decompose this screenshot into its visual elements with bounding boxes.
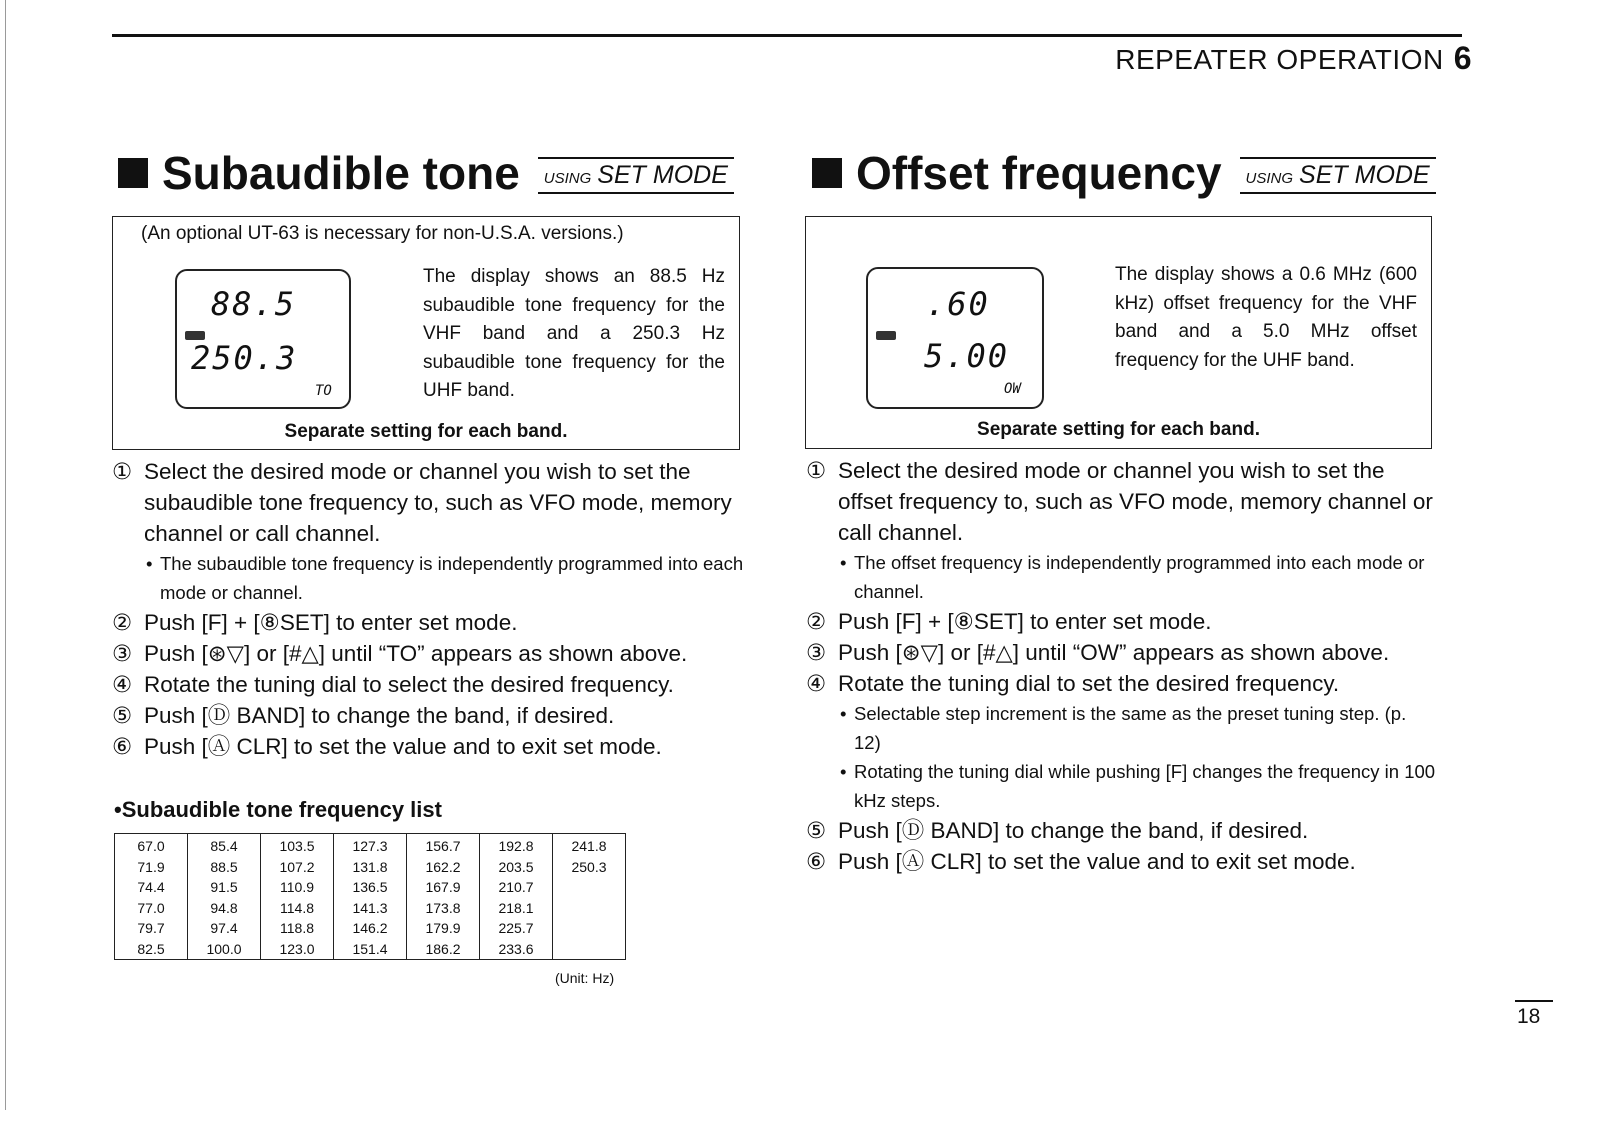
page-header: [1115, 40, 1472, 77]
step-5: ⑤ Push [Ⓓ BAND] to change the band, if desired.: [112, 703, 615, 728]
step-3: ③ Push [⊛▽] or [#△] until “TO” appears as shown above.: [112, 641, 688, 666]
offset-steps: [806, 455, 1436, 877]
using-set-mode-label: USING SET MODE: [538, 157, 734, 194]
step-4-note: • Rotating the tuning dial while pushing [F] changes the frequency in 100 kHz steps.: [840, 761, 1436, 811]
tone-column: 85.4 88.5 91.5 94.8 97.4 100.0: [188, 834, 261, 960]
tone-column: 103.5 107.2 110.9 114.8 118.8 123.0: [261, 834, 334, 960]
lcd-lower-readout: 5.00: [924, 337, 1010, 375]
lcd-upper-readout: 88.5: [211, 285, 297, 323]
step-1-note: • The offset frequency is independently programmed into each mode or channel.: [840, 552, 1425, 602]
separate-setting-note: Separate setting for each band.: [284, 421, 568, 442]
step-2: ② Push [F] + [⑧SET] to enter set mode.: [806, 609, 1212, 634]
step-4-note: • Selectable step increment is the same as the preset tuning step. (p. 12): [840, 703, 1407, 753]
display-description: The display shows an 88.5 Hz subaudible tone frequency for the VHF band and a 250.3 Hz subaudible tone frequency for the UHF band.: [423, 266, 725, 402]
tone-column: 192.8 203.5 210.7 218.1 225.7 233.6: [480, 834, 553, 960]
header-rule: [112, 34, 1462, 37]
page-number-rule: [1515, 1000, 1553, 1002]
lcd-display: [866, 267, 1044, 409]
page-number: 18: [1517, 1005, 1541, 1028]
lcd-indicator: TO: [315, 383, 332, 399]
separate-setting-note: Separate setting for each band.: [977, 419, 1260, 440]
chapter-title: REPEATER OPERATION: [1115, 44, 1444, 75]
lcd-display: [175, 269, 351, 409]
optional-unit-note: (An optional UT-63 is necessary for non-U.S.A. versions.): [141, 223, 624, 244]
tone-column: 241.8 250.3: [553, 834, 626, 960]
section-square-icon: [118, 158, 148, 188]
tone-list-title: •Subaudible tone frequency list: [114, 797, 442, 822]
step-1: ① Select the desired mode or channel you wish to set the offset frequency to, such as VFO mode, memory channel or call channel.: [806, 458, 1433, 545]
section-title: Offset frequency: [856, 147, 1222, 199]
using-set-mode-label: USING SET MODE: [1240, 157, 1436, 194]
section-square-icon: [812, 158, 842, 188]
tone-column: 67.0 71.9 74.4 77.0 79.7 82.5: [115, 834, 188, 960]
subaudible-steps: [112, 456, 744, 762]
left-margin-line: [5, 0, 6, 1110]
step-4: ④ Rotate the tuning dial to set the desired frequency.: [806, 671, 1340, 696]
step-2: ② Push [F] + [⑧SET] to enter set mode.: [112, 610, 518, 635]
subaudible-tone-heading: [118, 147, 734, 199]
chapter-number: 6: [1453, 40, 1472, 76]
section-title: Subaudible tone: [162, 147, 520, 199]
display-description: The display shows a 0.6 MHz (600 kHz) offset frequency for the VHF band and a 5.0 MHz offset frequency for the UHF band.: [1115, 264, 1417, 371]
tone-frequency-table: [114, 833, 626, 960]
subaudible-tone-info-box: [112, 216, 740, 450]
tone-column: 156.7 162.2 167.9 173.8 179.9 186.2: [407, 834, 480, 960]
lcd-indicator: OW: [1004, 381, 1021, 397]
tone-column: 127.3 131.8 136.5 141.3 146.2 151.4: [334, 834, 407, 960]
step-4: ④ Rotate the tuning dial to select the desired frequency.: [112, 672, 674, 697]
lcd-upper-readout: .60: [926, 285, 990, 323]
step-5: ⑤ Push [Ⓓ BAND] to change the band, if desired.: [806, 818, 1309, 843]
lcd-lower-readout: 250.3: [191, 339, 298, 377]
offset-frequency-info-box: [805, 216, 1432, 449]
unit-label: (Unit: Hz): [555, 970, 615, 986]
step-1-note: • The subaudible tone frequency is independently programmed into each mode or channel.: [146, 553, 744, 603]
main-indicator-icon: [876, 331, 896, 340]
step-6: ⑥ Push [Ⓐ CLR] to set the value and to exit set mode.: [806, 849, 1356, 874]
step-1: ① Select the desired mode or channel you wish to set the subaudible tone frequency to, such as VFO mode, memory channel or call channel.: [112, 459, 732, 546]
step-6: ⑥ Push [Ⓐ CLR] to set the value and to exit set mode.: [112, 734, 662, 759]
offset-frequency-heading: [812, 147, 1436, 199]
step-3: ③ Push [⊛▽] or [#△] until “OW” appears as shown above.: [806, 640, 1390, 665]
